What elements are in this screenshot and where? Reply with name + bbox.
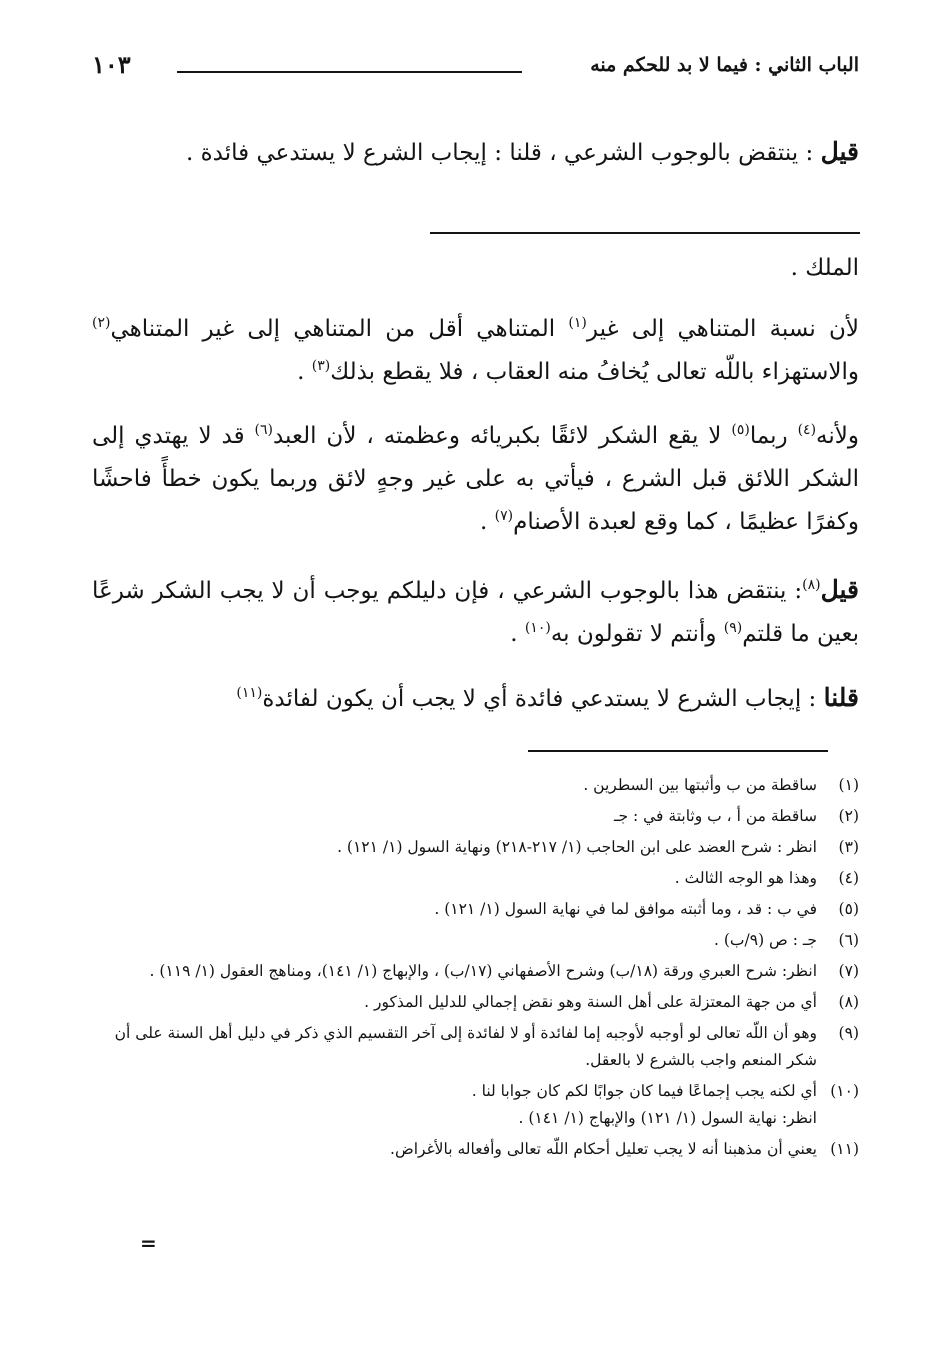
- footnote-separator: [528, 750, 828, 752]
- paragraph-5: [92, 568, 859, 656]
- footnote-ref: (١١): [236, 685, 263, 701]
- paragraph-text: والاستهزاء باللّه تعالى يُخافُ منه العقاب ، فلا يقطع بذلك: [330, 359, 859, 385]
- footnote-text: يعني أن مذهبنا أنه لا يجب تعليل أحكام اللّه تعالى وأفعاله بالأغراض.: [390, 1140, 817, 1158]
- footnote-number: (٤): [838, 869, 859, 887]
- footnote-ref: (٢): [92, 315, 111, 331]
- footnote-ref: (١): [568, 315, 587, 331]
- paragraph-text: قد لا يهتدي إلى الشكر اللائق قبل الشرع ، فيأتي به على غير وجهٍ لائق وربما يكون خطأً فاحشًا وكفرًا عظيمًا ، كما وقع لعبدة الأصنام: [92, 423, 859, 535]
- footnote-ref: (٥): [731, 422, 750, 438]
- footnote-2: [92, 803, 859, 830]
- footnote-number: (٢): [838, 807, 859, 825]
- paragraph-text: المتناهي أقل من المتناهي إلى غير المتناهي: [110, 316, 569, 342]
- footnote-ref: (٤): [797, 422, 817, 438]
- footnote-ref: (٦): [254, 422, 273, 438]
- footnote-text: ساقطة من ب وأثبتها بين السطرين .: [583, 776, 817, 794]
- footnote-text: انظر: شرح العبري ورقة (١٨/ب) وشرح الأصفهاني (١٧/ب) ، والإبهاج (١/ ١٤١)، ومناهج العقول (١/ ١١٩) .: [149, 962, 817, 980]
- footnote-text: في ب : قد ، وما أثبته موافق لما في نهاية السول (١/ ١٢١) .: [434, 900, 817, 918]
- paragraph-text: لا يقع الشكر لائقًا بكبريائه وعظمته ، لأن العبد: [272, 423, 732, 449]
- page-number: ١٠٣: [92, 50, 131, 79]
- footnote-ref: (٧): [494, 508, 514, 524]
- footnote-number: (٨): [838, 993, 859, 1011]
- paragraph-text: : ينتقض هذا بالوجوب الشرعي ، فإن دليلكم يوجب أن لا يجب الشكر شرعًا بعين ما قلتم: [92, 578, 859, 647]
- paragraph-lead: قيل: [820, 575, 859, 604]
- footnote-10: [92, 1078, 859, 1132]
- footnote-text: انظر : شرح العضد على ابن الحاجب (١/ ٢١٧-٢١٨) ونهاية السول (١/ ١٢١) .: [337, 838, 817, 856]
- chapter-title: الباب الثاني : فيما لا بد للحكم منه: [590, 54, 859, 76]
- paragraph-text: وأنتم لا تقولون به: [550, 621, 724, 647]
- paragraph-2: [92, 247, 859, 290]
- paragraph-lead: قيل: [820, 137, 859, 166]
- footnote-text: انظر: نهاية السول (١/ ١٢١) والإبهاج (١/ ١٤١) .: [518, 1109, 817, 1127]
- footnote-11: [92, 1136, 859, 1163]
- paragraph-text: .: [480, 509, 495, 535]
- paragraph-text: ربما: [749, 423, 798, 449]
- footnotes: [92, 772, 859, 1163]
- footnote-4: [92, 865, 859, 892]
- continuation-mark: =: [140, 1231, 157, 1255]
- footnote-number: (٩): [838, 1024, 859, 1042]
- footnote-number: (٧): [838, 962, 859, 980]
- paragraph-1: [92, 130, 859, 175]
- paragraph-text: الملك .: [790, 255, 859, 281]
- footnote-text: وهو أن اللّه تعالى لو أوجبه لأوجبه إما لفائدة أو لا لفائدة إلى آخر التقسيم الذي ذكر في دليل أهل السنة على أن شكر المنعم واجب بالشرع لا بالعقل.: [114, 1024, 817, 1069]
- paragraph-6: [92, 676, 859, 721]
- paragraph-lead: قلنا: [823, 683, 859, 712]
- running-header: [92, 50, 859, 90]
- paragraph-text: : إيجاب الشرع لا يستدعي فائدة أي لا يجب أن يكون لفائدة: [262, 686, 824, 712]
- footnote-1: [92, 772, 859, 799]
- footnote-number: (٦): [838, 931, 859, 949]
- footnote-number: (١): [838, 776, 859, 794]
- footnote-ref: (٩): [723, 620, 743, 636]
- footnote-number: (٥): [838, 900, 859, 918]
- footnote-7: [92, 958, 859, 985]
- paragraph-3: [92, 308, 859, 394]
- paragraph-text: ولأنه: [816, 423, 859, 449]
- footnote-number: (١١): [830, 1140, 859, 1158]
- paragraph-text: .: [510, 621, 525, 647]
- footnote-ref: (٣): [311, 358, 331, 374]
- footnote-3: [92, 834, 859, 861]
- footnote-text: جـ : ص (٩/ب) .: [714, 931, 817, 949]
- footnote-text: أي لكنه يجب إجماعًا فيما كان جوابًا لكم كان جوابا لنا .: [471, 1082, 817, 1100]
- footnote-text: ساقطة من أ ، ب وثابتة في : جـ: [613, 807, 817, 825]
- footnote-number: (١٠): [830, 1082, 859, 1100]
- paragraph-text: لأن نسبة المتناهي إلى غير: [586, 316, 859, 342]
- footnote-8: [92, 989, 859, 1016]
- section-rule: [430, 232, 860, 234]
- footnote-5: [92, 896, 859, 923]
- footnote-6: [92, 927, 859, 954]
- footnote-number: (٣): [838, 838, 859, 856]
- footnote-ref: (١٠): [524, 620, 551, 636]
- footnote-text: أي من جهة المعتزلة على أهل السنة وهو نقض إجمالي للدليل المذكور .: [364, 993, 817, 1011]
- footnote-ref: (٨): [802, 577, 821, 593]
- header-rule: [177, 71, 522, 73]
- paragraph-4: [92, 415, 859, 544]
- footnote-9: [92, 1020, 859, 1074]
- paragraph-text: .: [297, 359, 312, 385]
- paragraph-text: : ينتقض بالوجوب الشرعي ، قلنا : إيجاب الشرع لا يستدعي فائدة .: [185, 140, 821, 166]
- footnote-text: وهذا هو الوجه الثالث .: [674, 869, 817, 887]
